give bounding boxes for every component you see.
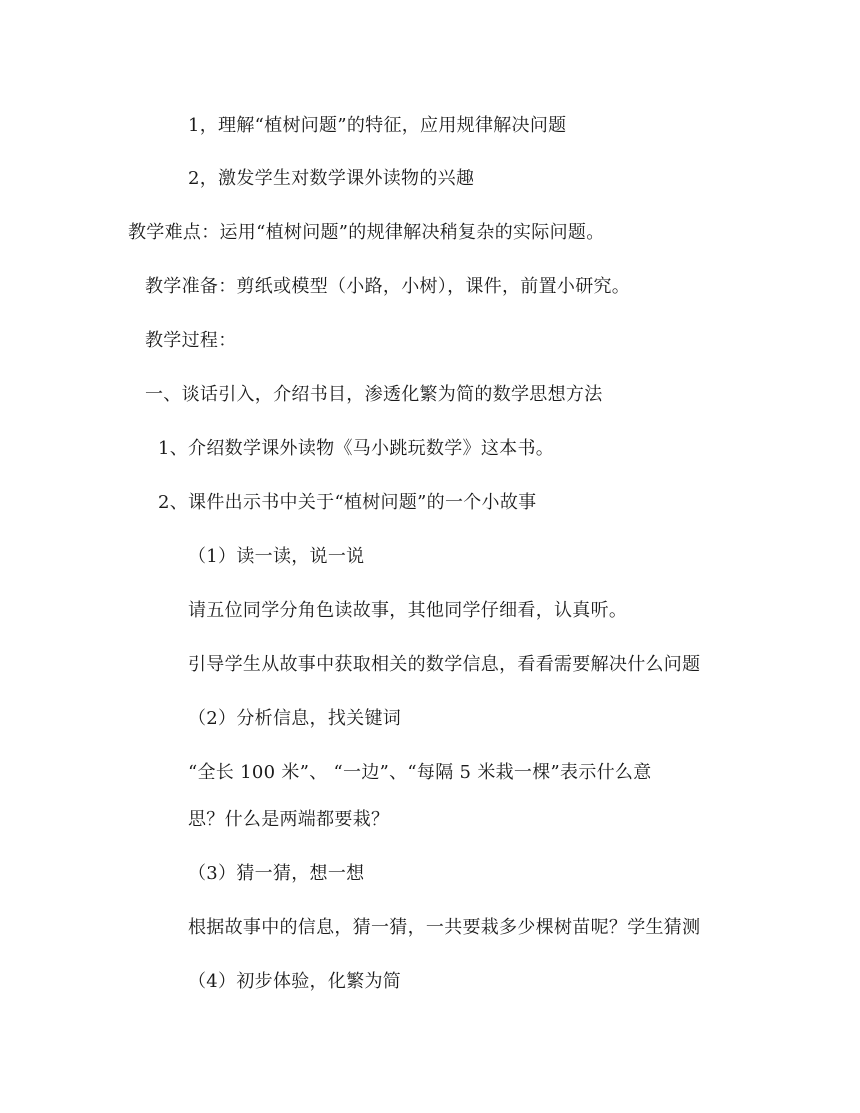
objective-2: 2，激发学生对数学课外读物的兴趣 (188, 168, 475, 189)
paragraph-keywords-line1: “全长 100 米”、 “一边”、“每隔 5 米栽一棵”表示什么意 (188, 762, 652, 783)
teaching-preparation: 教学准备：剪纸或模型（小路，小树），课件，前置小研究。 (145, 276, 631, 297)
substep-3: （3）猜一猜，想一想 (188, 863, 365, 884)
teaching-process-heading: 教学过程： (145, 330, 237, 351)
substep-4: （4）初步体验，化繁为简 (188, 971, 402, 992)
step-1: 1、介绍数学课外读物《马小跳玩数学》这本书。 (158, 438, 555, 459)
substep-1: （1）读一读，说一说 (188, 546, 365, 567)
paragraph-guide-students: 引导学生从故事中获取相关的数学信息，看看需要解决什么问题 (188, 654, 701, 675)
paragraph-guess: 根据故事中的信息，猜一猜，一共要栽多少棵树苗呢？学生猜测 (188, 917, 701, 938)
paragraph-read-story: 请五位同学分角色读故事，其他同学仔细看，认真听。 (188, 600, 628, 621)
objective-1: 1，理解“植树问题”的特征，应用规律解决问题 (188, 115, 567, 136)
paragraph-keywords-line2: 思？什么是两端都要栽？ (188, 809, 390, 830)
step-2: 2、课件出示书中关于“植树问题”的一个小故事 (158, 492, 537, 513)
substep-2: （2）分析信息，找关键词 (188, 708, 402, 729)
section-1-heading: 一、谈话引入，介绍书目，渗透化繁为简的数学思想方法 (145, 384, 603, 405)
teaching-difficulty: 教学难点：运用“植树问题”的规律解决稍复杂的实际问题。 (128, 222, 605, 243)
